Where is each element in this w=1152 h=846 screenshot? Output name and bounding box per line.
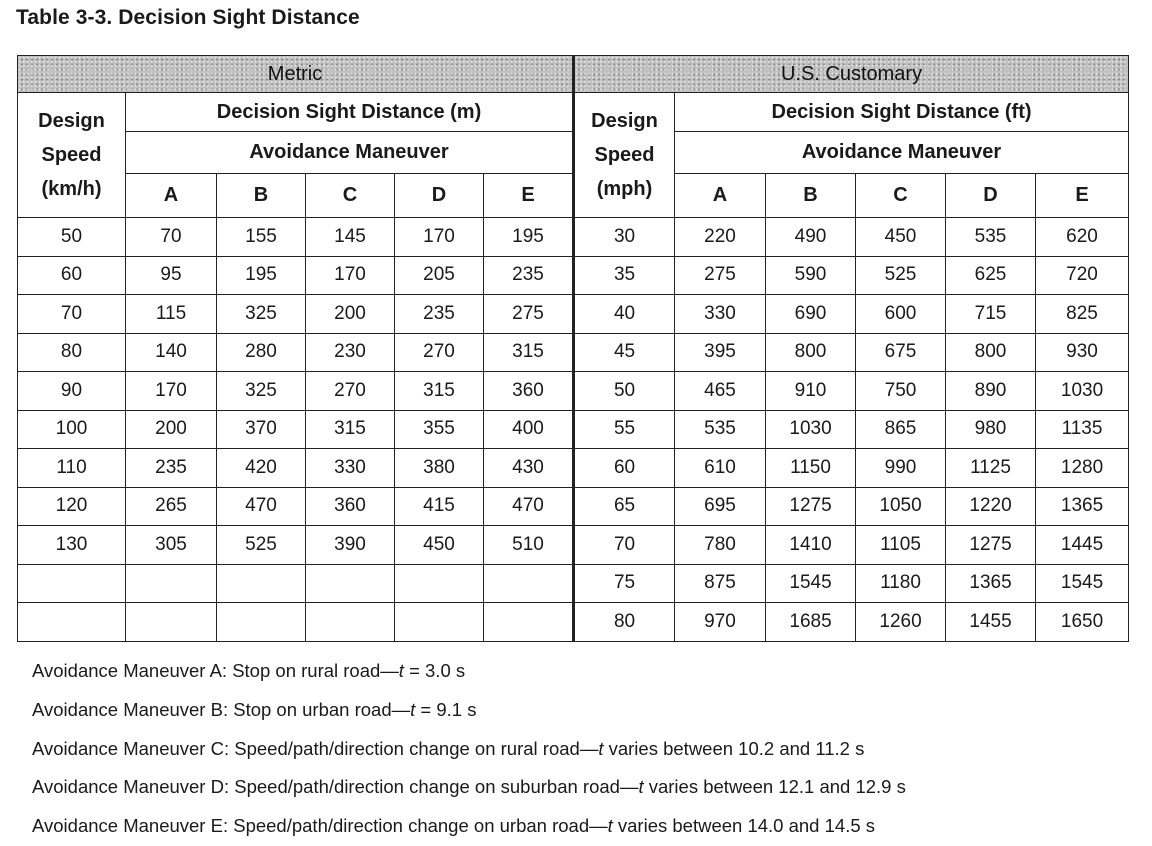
us-speed-cell: 40	[574, 295, 675, 334]
metric-value-cell: 360	[306, 487, 395, 526]
us-speed-cell: 60	[574, 449, 675, 488]
us-value-cell: 1260	[856, 603, 946, 642]
us-value-cell: 1365	[946, 564, 1036, 603]
avoidance-note	[32, 652, 906, 691]
metric-speed-cell: 120	[18, 487, 126, 526]
metric-value-cell: 400	[484, 410, 574, 449]
us-value-cell: 715	[946, 295, 1036, 334]
metric-col-b: B	[217, 174, 306, 218]
us-value-cell: 750	[856, 372, 946, 411]
us-speed-cell: 35	[574, 256, 675, 295]
metric-speed-line-1: Design	[38, 110, 105, 132]
us-value-cell: 490	[766, 218, 856, 257]
metric-value-cell: 315	[395, 372, 484, 411]
us-value-cell: 1365	[1036, 487, 1129, 526]
table-row	[18, 333, 1129, 372]
us-value-cell: 675	[856, 333, 946, 372]
metric-value-cell: 265	[126, 487, 217, 526]
metric-speed-cell: 80	[18, 333, 126, 372]
us-system-header: U.S. Customary	[574, 56, 1129, 93]
metric-value-cell: 315	[484, 333, 574, 372]
metric-value-cell: 525	[217, 526, 306, 565]
us-value-cell: 825	[1036, 295, 1129, 334]
us-speed-cell: 70	[574, 526, 675, 565]
metric-value-cell	[306, 603, 395, 642]
metric-value-cell: 270	[306, 372, 395, 411]
us-value-cell: 865	[856, 410, 946, 449]
us-value-cell: 990	[856, 449, 946, 488]
decision-sight-distance-table	[17, 55, 1129, 642]
us-value-cell: 1685	[766, 603, 856, 642]
us-value-cell: 800	[766, 333, 856, 372]
table-row	[18, 218, 1129, 257]
us-value-cell: 1220	[946, 487, 1036, 526]
us-value-cell: 395	[675, 333, 766, 372]
metric-value-cell: 270	[395, 333, 484, 372]
avoidance-note	[32, 730, 906, 769]
us-value-cell: 780	[675, 526, 766, 565]
metric-value-cell: 325	[217, 372, 306, 411]
us-col-a: A	[675, 174, 766, 218]
us-value-cell: 535	[946, 218, 1036, 257]
metric-speed-cell: 100	[18, 410, 126, 449]
note-prefix: Avoidance Maneuver C: Speed/path/direction change on rural road—	[32, 737, 599, 759]
metric-speed-cell: 70	[18, 295, 126, 334]
note-variable: t	[638, 776, 644, 798]
us-distance-header: Decision Sight Distance (ft)	[675, 93, 1129, 132]
metric-col-d: D	[395, 174, 484, 218]
note-variable: t	[607, 815, 613, 837]
note-suffix: = 3.0 s	[403, 660, 466, 681]
us-value-cell: 1050	[856, 487, 946, 526]
us-value-cell: 1445	[1036, 526, 1129, 565]
metric-speed-line-2: Speed	[41, 144, 102, 166]
us-col-d: D	[946, 174, 1036, 218]
table-row	[18, 487, 1129, 526]
metric-value-cell	[306, 564, 395, 603]
us-speed-cell: 55	[574, 410, 675, 449]
us-value-cell: 465	[675, 372, 766, 411]
avoidance-note	[32, 768, 906, 807]
metric-value-cell: 415	[395, 487, 484, 526]
metric-value-cell	[217, 564, 306, 603]
us-speed-cell: 50	[574, 372, 675, 411]
metric-distance-header: Decision Sight Distance (m)	[126, 93, 574, 132]
us-value-cell: 1105	[856, 526, 946, 565]
note-variable: t	[410, 698, 416, 720]
us-value-cell: 600	[856, 295, 946, 334]
metric-value-cell: 170	[126, 372, 217, 411]
table-body	[18, 218, 1129, 642]
us-col-b: B	[766, 174, 856, 218]
metric-value-cell	[484, 603, 574, 642]
us-value-cell: 525	[856, 256, 946, 295]
metric-value-cell: 170	[395, 218, 484, 257]
metric-value-cell: 360	[484, 372, 574, 411]
us-col-e: E	[1036, 174, 1129, 218]
table-row	[18, 410, 1129, 449]
metric-value-cell: 235	[126, 449, 217, 488]
us-value-cell: 625	[946, 256, 1036, 295]
metric-value-cell: 170	[306, 256, 395, 295]
metric-col-c: C	[306, 174, 395, 218]
note-variable: t	[598, 737, 604, 759]
us-value-cell: 1545	[1036, 564, 1129, 603]
us-value-cell: 590	[766, 256, 856, 295]
metric-value-cell: 370	[217, 410, 306, 449]
us-value-cell: 275	[675, 256, 766, 295]
us-speed-cell: 65	[574, 487, 675, 526]
us-value-cell: 610	[675, 449, 766, 488]
metric-speed-cell: 90	[18, 372, 126, 411]
us-value-cell: 980	[946, 410, 1036, 449]
metric-value-cell: 380	[395, 449, 484, 488]
note-prefix: Avoidance Maneuver D: Speed/path/direction change on suburban road—	[32, 776, 639, 798]
metric-value-cell: 230	[306, 333, 395, 372]
us-design-speed-header	[574, 93, 675, 218]
table-row	[18, 449, 1129, 488]
us-value-cell: 970	[675, 603, 766, 642]
table-row	[18, 564, 1129, 603]
metric-value-cell: 115	[126, 295, 217, 334]
metric-value-cell: 200	[126, 410, 217, 449]
us-speed-line-3: (mph)	[596, 178, 653, 200]
us-value-cell: 910	[766, 372, 856, 411]
metric-value-cell: 450	[395, 526, 484, 565]
us-value-cell: 620	[1036, 218, 1129, 257]
metric-speed-cell	[18, 603, 126, 642]
metric-value-cell: 355	[395, 410, 484, 449]
metric-value-cell	[126, 564, 217, 603]
metric-value-cell: 390	[306, 526, 395, 565]
metric-value-cell: 205	[395, 256, 484, 295]
metric-value-cell: 95	[126, 256, 217, 295]
metric-value-cell: 200	[306, 295, 395, 334]
avoidance-notes	[32, 652, 906, 846]
note-suffix: varies between 12.1 and 12.9 s	[643, 776, 906, 798]
note-prefix: Avoidance Maneuver B: Stop on urban road—	[32, 698, 411, 720]
metric-value-cell	[395, 564, 484, 603]
avoidance-note	[32, 807, 906, 846]
metric-value-cell: 430	[484, 449, 574, 488]
us-value-cell: 1180	[856, 564, 946, 603]
table-row	[18, 256, 1129, 295]
us-value-cell: 690	[766, 295, 856, 334]
metric-value-cell: 275	[484, 295, 574, 334]
us-value-cell: 1455	[946, 603, 1036, 642]
table-title: Table 3-3. Decision Sight Distance	[16, 6, 360, 29]
us-speed-cell: 30	[574, 218, 675, 257]
metric-value-cell: 235	[484, 256, 574, 295]
table-row	[18, 372, 1129, 411]
us-value-cell: 875	[675, 564, 766, 603]
us-value-cell: 1650	[1036, 603, 1129, 642]
metric-value-cell: 510	[484, 526, 574, 565]
metric-avoidance-header: Avoidance Maneuver	[126, 132, 574, 174]
note-suffix: varies between 10.2 and 11.2 s	[603, 737, 865, 759]
us-speed-line-2: Speed	[594, 144, 655, 166]
us-value-cell: 720	[1036, 256, 1129, 295]
metric-speed-cell: 50	[18, 218, 126, 257]
us-value-cell: 1410	[766, 526, 856, 565]
us-value-cell: 220	[675, 218, 766, 257]
metric-value-cell: 145	[306, 218, 395, 257]
us-speed-line-1: Design	[591, 110, 658, 132]
metric-speed-cell: 130	[18, 526, 126, 565]
metric-design-speed-header	[18, 93, 126, 218]
us-value-cell: 1275	[766, 487, 856, 526]
us-value-cell: 930	[1036, 333, 1129, 372]
metric-speed-cell: 60	[18, 256, 126, 295]
metric-value-cell: 195	[217, 256, 306, 295]
metric-value-cell: 470	[217, 487, 306, 526]
note-prefix: Avoidance Maneuver A: Stop on rural road—	[32, 660, 399, 681]
metric-value-cell	[217, 603, 306, 642]
us-speed-cell: 80	[574, 603, 675, 642]
metric-value-cell	[126, 603, 217, 642]
metric-value-cell: 325	[217, 295, 306, 334]
metric-value-cell	[484, 564, 574, 603]
us-value-cell: 1125	[946, 449, 1036, 488]
us-value-cell: 330	[675, 295, 766, 334]
metric-col-a: A	[126, 174, 217, 218]
metric-system-header: Metric	[18, 56, 574, 93]
metric-value-cell: 470	[484, 487, 574, 526]
us-value-cell: 1030	[766, 410, 856, 449]
us-avoidance-header: Avoidance Maneuver	[675, 132, 1129, 174]
us-value-cell: 1150	[766, 449, 856, 488]
us-value-cell: 1545	[766, 564, 856, 603]
metric-value-cell: 235	[395, 295, 484, 334]
metric-value-cell: 140	[126, 333, 217, 372]
metric-value-cell: 280	[217, 333, 306, 372]
note-variable: t	[398, 660, 404, 681]
metric-speed-cell: 110	[18, 449, 126, 488]
us-value-cell: 695	[675, 487, 766, 526]
metric-value-cell	[395, 603, 484, 642]
us-speed-cell: 45	[574, 333, 675, 372]
metric-value-cell: 315	[306, 410, 395, 449]
us-value-cell: 1030	[1036, 372, 1129, 411]
us-value-cell: 535	[675, 410, 766, 449]
metric-value-cell: 70	[126, 218, 217, 257]
metric-value-cell: 420	[217, 449, 306, 488]
metric-value-cell: 155	[217, 218, 306, 257]
us-value-cell: 890	[946, 372, 1036, 411]
metric-col-e: E	[484, 174, 574, 218]
metric-value-cell: 330	[306, 449, 395, 488]
table-row	[18, 295, 1129, 334]
note-suffix: varies between 14.0 and 14.5 s	[612, 815, 876, 837]
us-value-cell: 1280	[1036, 449, 1129, 488]
us-speed-cell: 75	[574, 564, 675, 603]
metric-value-cell: 195	[484, 218, 574, 257]
us-value-cell: 800	[946, 333, 1036, 372]
table-row	[18, 526, 1129, 565]
note-prefix: Avoidance Maneuver E: Speed/path/direction change on urban road—	[32, 815, 608, 837]
metric-speed-cell	[18, 564, 126, 603]
us-value-cell: 1275	[946, 526, 1036, 565]
metric-speed-line-3: (km/h)	[41, 178, 102, 200]
us-value-cell: 450	[856, 218, 946, 257]
table-row	[18, 603, 1129, 642]
note-suffix: = 9.1 s	[415, 698, 477, 720]
avoidance-note	[32, 691, 906, 730]
us-col-c: C	[856, 174, 946, 218]
us-value-cell: 1135	[1036, 410, 1129, 449]
metric-value-cell: 305	[126, 526, 217, 565]
